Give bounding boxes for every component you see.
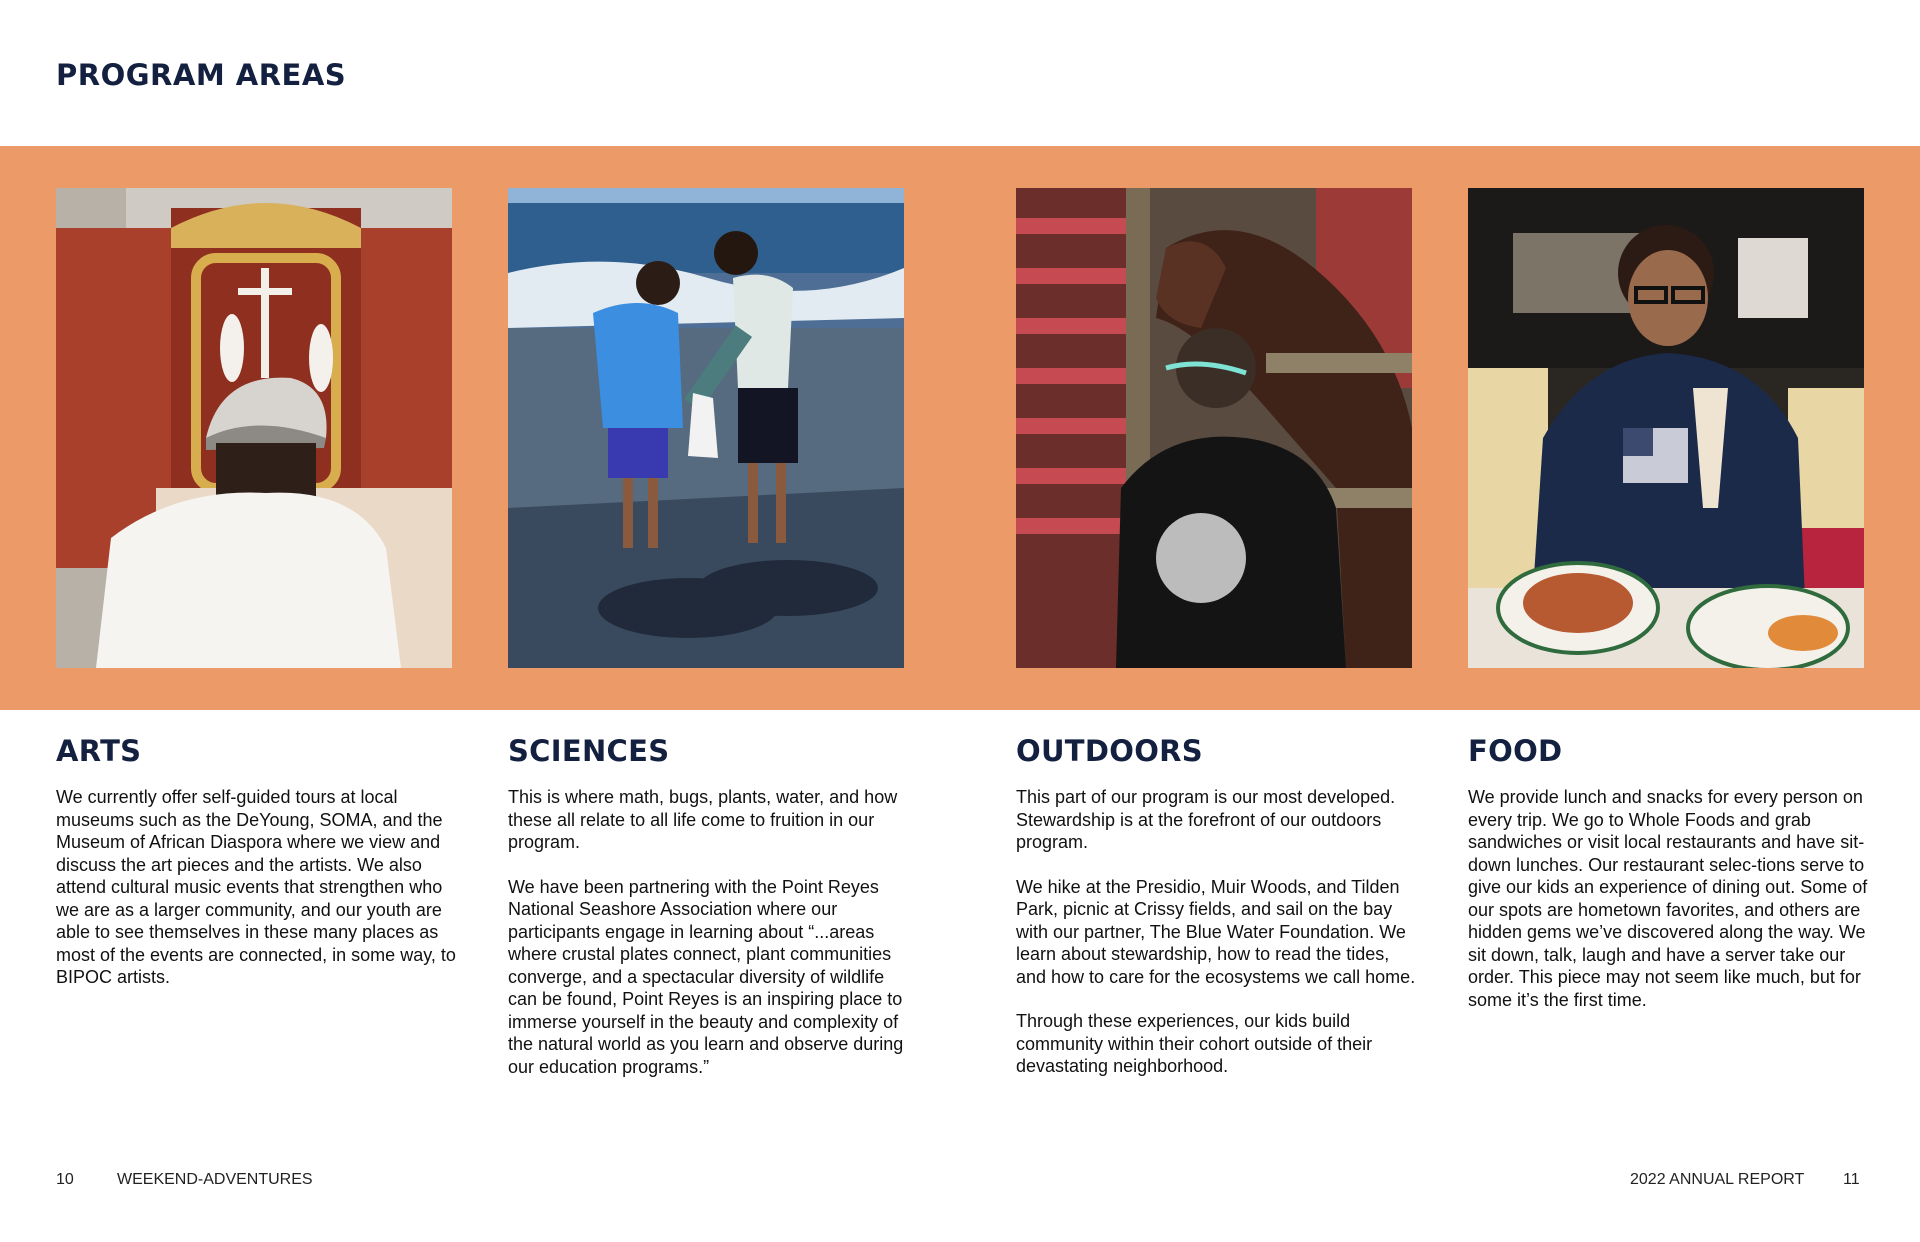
outdoors-paragraph: Through these experiences, our kids build community within their cohort outside of their devastating neighborhood.	[1016, 1011, 1373, 1076]
arts-heading: ARTS	[56, 734, 142, 768]
outdoors-paragraph: We hike at the Presidio, Muir Woods, and Tilden Park, picnic at Crissy fields, and sail on the bay with our partner, The Blue Water Foundation. We learn about stewardship, how to read the tides, and how to care for the ecosystems we call home.	[1016, 876, 1416, 987]
page-title: PROGRAM AREAS	[56, 58, 347, 92]
food-paragraph: We provide lunch and snacks for every person on every trip. We go to Whole Foods and grab sandwiches or visit local restaurants and have sit-down lunches. Our restaurant selec-tions serve to give our kids an experience of dining out. Some of our spots are hometown favorites, and others are hidden gems we’ve discovered along the way. We sit down, talk, laugh and have a server take our order. This piece may not seem like much, but for some it’s the first time.	[1468, 787, 1868, 1010]
arts-photo	[56, 188, 452, 668]
sciences-heading: SCIENCES	[508, 734, 670, 768]
sciences-paragraph: This is where math, bugs, plants, water, and how these all relate to all life come to fruition in our program.	[508, 787, 898, 852]
section-outdoors	[1016, 734, 1416, 1078]
footer-right-label: 2022 ANNUAL REPORT	[1630, 1171, 1805, 1188]
footer-left-label: WEEKEND-ADVENTURES	[117, 1171, 313, 1188]
arts-paragraph: We currently offer self-guided tours at local museums such as the DeYoung, SOMA, and the Museum of African Diaspora where we view and discuss the art pieces and the artists. We also attend cultural music events that strengthen who we are as a larger community, and our youth are able to see themselves in these many places as most of the events are connected, in some way, to BIPOC artists.	[56, 787, 456, 987]
page-number-right: 11	[1843, 1171, 1860, 1188]
food-heading: FOOD	[1468, 734, 1563, 768]
food-photo	[1468, 188, 1864, 668]
section-arts	[56, 734, 456, 989]
outdoors-photo	[1016, 188, 1412, 668]
page-number-left: 10	[56, 1171, 74, 1188]
sciences-photo	[508, 188, 904, 668]
outdoors-heading: OUTDOORS	[1016, 734, 1203, 768]
sciences-paragraph: We have been partnering with the Point Reyes National Seashore Association where our participants engage in learning about “...areas where crustal plates connect, plant communities converge, and a spectacular diversity of wildlife can be found, Point Reyes is an inspiring place to immerse yourself in the beauty and complexity of the natural world as you learn and observe during our education programs.”	[508, 876, 904, 1077]
section-food	[1468, 734, 1868, 1011]
section-sciences	[508, 734, 908, 1078]
outdoors-paragraph: This part of our program is our most developed. Stewardship is at the forefront of our outdoors program.	[1016, 787, 1396, 852]
